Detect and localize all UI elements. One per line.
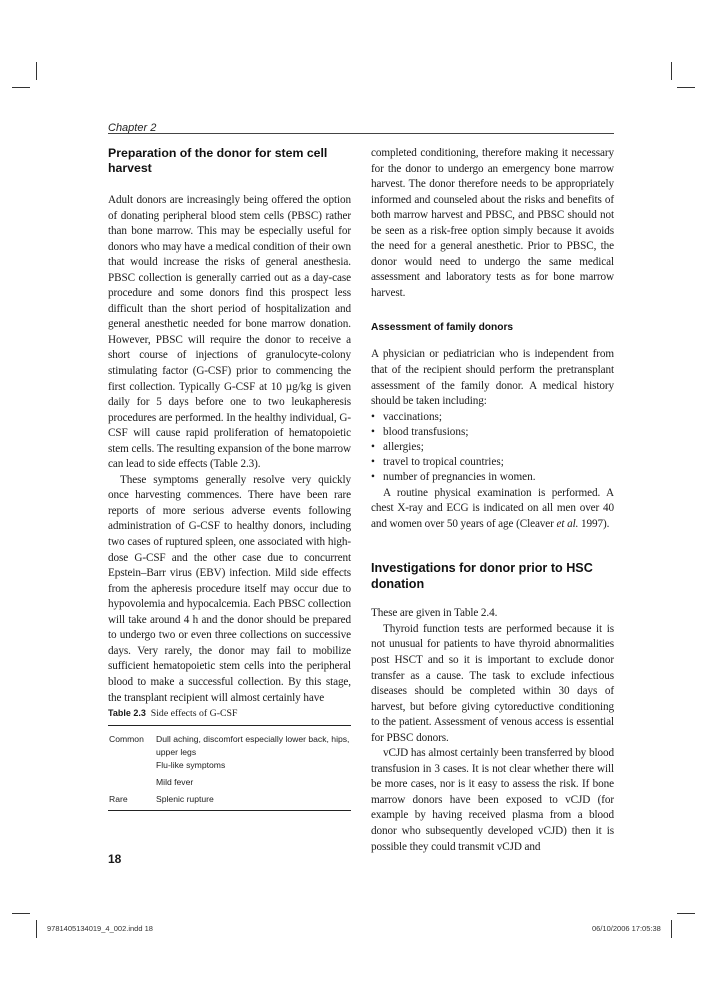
crop-mark (671, 62, 672, 80)
paragraph: These are given in Table 2.4. (371, 607, 498, 620)
table-label: Table 2.3 (108, 708, 146, 718)
crop-mark (36, 62, 37, 80)
table-title: Side effects of G-CSF (150, 708, 238, 719)
paragraph: Thyroid function tests are performed because it is not unusual for patients to have thyroid abnormalities post HSCT and so it is important to exclude donor transfer as a cause. The task to exclude infectious diseases should be completed within 30 days of harvest, but before giving cytoreductive conditioning to the patient. Assessment of venous access is essential for PBSC donors. (371, 622, 614, 744)
left-column (108, 146, 351, 706)
right-column (371, 146, 614, 855)
paragraph (371, 486, 614, 533)
slug-file: 9781405134019_4_002.indd 18 (47, 924, 153, 933)
list-item: • blood transfusions; (383, 425, 614, 440)
section-heading: Investigations for donor prior to HSC donation (371, 561, 593, 592)
paragraph: Adult donors are increasingly being offered the option of donating peripheral blood stem cells (PBSC) rather than bone marrow. This may be especially useful for donors who may have a medical condition of their own that would increase the risks of general anesthesia. PBSC collection is generally carried out as a day-case procedure and some donors find this prospect less difficult than the short period of hospitalization and general anesthetic needed for bone marrow donation. However, PBSC will require the donor to receive a short course of injections of granulocyte-colony stimulating factor (G-CSF) prior to commencing the first collection. Typically G-CSF at 10 µg/kg is given daily for 5 days before one to two leukapheresis procedures are performed. In the healthy individual, G-CSF will cause rapid proliferation of hematopoietic stem cells. The resulting expansion of the bone marrow can lead to side effects (Table 2.3). (108, 194, 351, 471)
list-item: • allergies; (383, 440, 614, 455)
table-cell-category: Rare (109, 794, 128, 804)
list-item: • number of pregnancies in women. (383, 470, 614, 485)
table-cell-category: Common (109, 734, 144, 744)
chapter-label: Chapter 2 (108, 122, 157, 134)
paragraph: A physician or pediatrician who is independent from that of the recipient should perform the pretransplant assessment of the family donor. A medical history should be taken including: (371, 348, 614, 408)
table-bottom-rule (108, 810, 351, 811)
crop-mark (36, 920, 37, 938)
crop-mark (671, 920, 672, 938)
crop-mark (12, 87, 30, 88)
table-cell-effect: Splenic rupture (156, 794, 214, 804)
subsection-heading: Assessment of family donors (371, 322, 514, 334)
text-run: A routine physical examination is performed. A chest X-ray and ECG is indicated on all men over 40 and women over 50 years of age (Cleaver (371, 486, 614, 530)
crop-mark (677, 87, 695, 88)
list-item: • vaccinations; (383, 410, 614, 425)
table-cell-effect: Mild fever (156, 777, 194, 787)
crop-mark (12, 913, 30, 914)
list-item: • travel to tropical countries; (383, 455, 614, 470)
text-run: 1997). (578, 517, 610, 530)
header-rule (108, 133, 614, 134)
crop-mark (677, 913, 695, 914)
table-caption (108, 708, 237, 719)
table-top-rule (108, 725, 351, 726)
history-list (371, 410, 614, 486)
paragraph: completed conditioning, therefore making it necessary for the donor to undergo an emergency bone marrow harvest. The donor therefore needs to be appropriately informed and counseled about the risks and benefits of both marrow harvest and PBSC, and PBSC should not be seen as a risk-free option simply because it avoids the need for a general anesthetic. Prior to PBSC, the donor would need to undergo the same medical assessment and laboratory tests as for bone marrow harvest. (371, 147, 614, 299)
section-heading: Preparation of the donor for stem cell harvest (108, 146, 328, 175)
slug-timestamp: 06/10/2006 17:05:38 (592, 924, 661, 933)
paragraph: These symptoms generally resolve very quickly once harvesting commences. There have been rare reports of more serious adverse events following administration of G-CSF to healthy donors, including two cases of ruptured spleen, one associated with high-dose G-CSF and the other case due to concurrent Epstein–Barr virus (EBV) infection. Mild side effects from the apheresis procedure itself may occur due to hypovolemia and hypocalcemia. Each PBSC collection will take around 4 h and the donor should be prepared to undergo two or even three collections on successive days. Very rarely, the donor may fail to mobilize sufficient hematopoietic stem cells into the peripheral blood to make a successful collection. By this stage, the transplant recipient will almost certainly have (108, 473, 351, 704)
table-cell-effect: Flu-like symptoms (156, 760, 226, 770)
citation-etal: et al. (556, 517, 579, 530)
table-cell-effect: Dull aching, discomfort especially lower back, hips, upper legs (156, 734, 350, 757)
page-number: 18 (108, 852, 122, 866)
paragraph: vCJD has almost certainly been transferred by blood transfusion in 3 cases. It is not clear whether there will be more cases, nor is it easy to assess the risk. If bone marrow donors have been exposed to vCJD (for example by having received plasma from a blood donor who subsequently developed vCJD) then it is possible they could transmit vCJD and (371, 747, 614, 853)
